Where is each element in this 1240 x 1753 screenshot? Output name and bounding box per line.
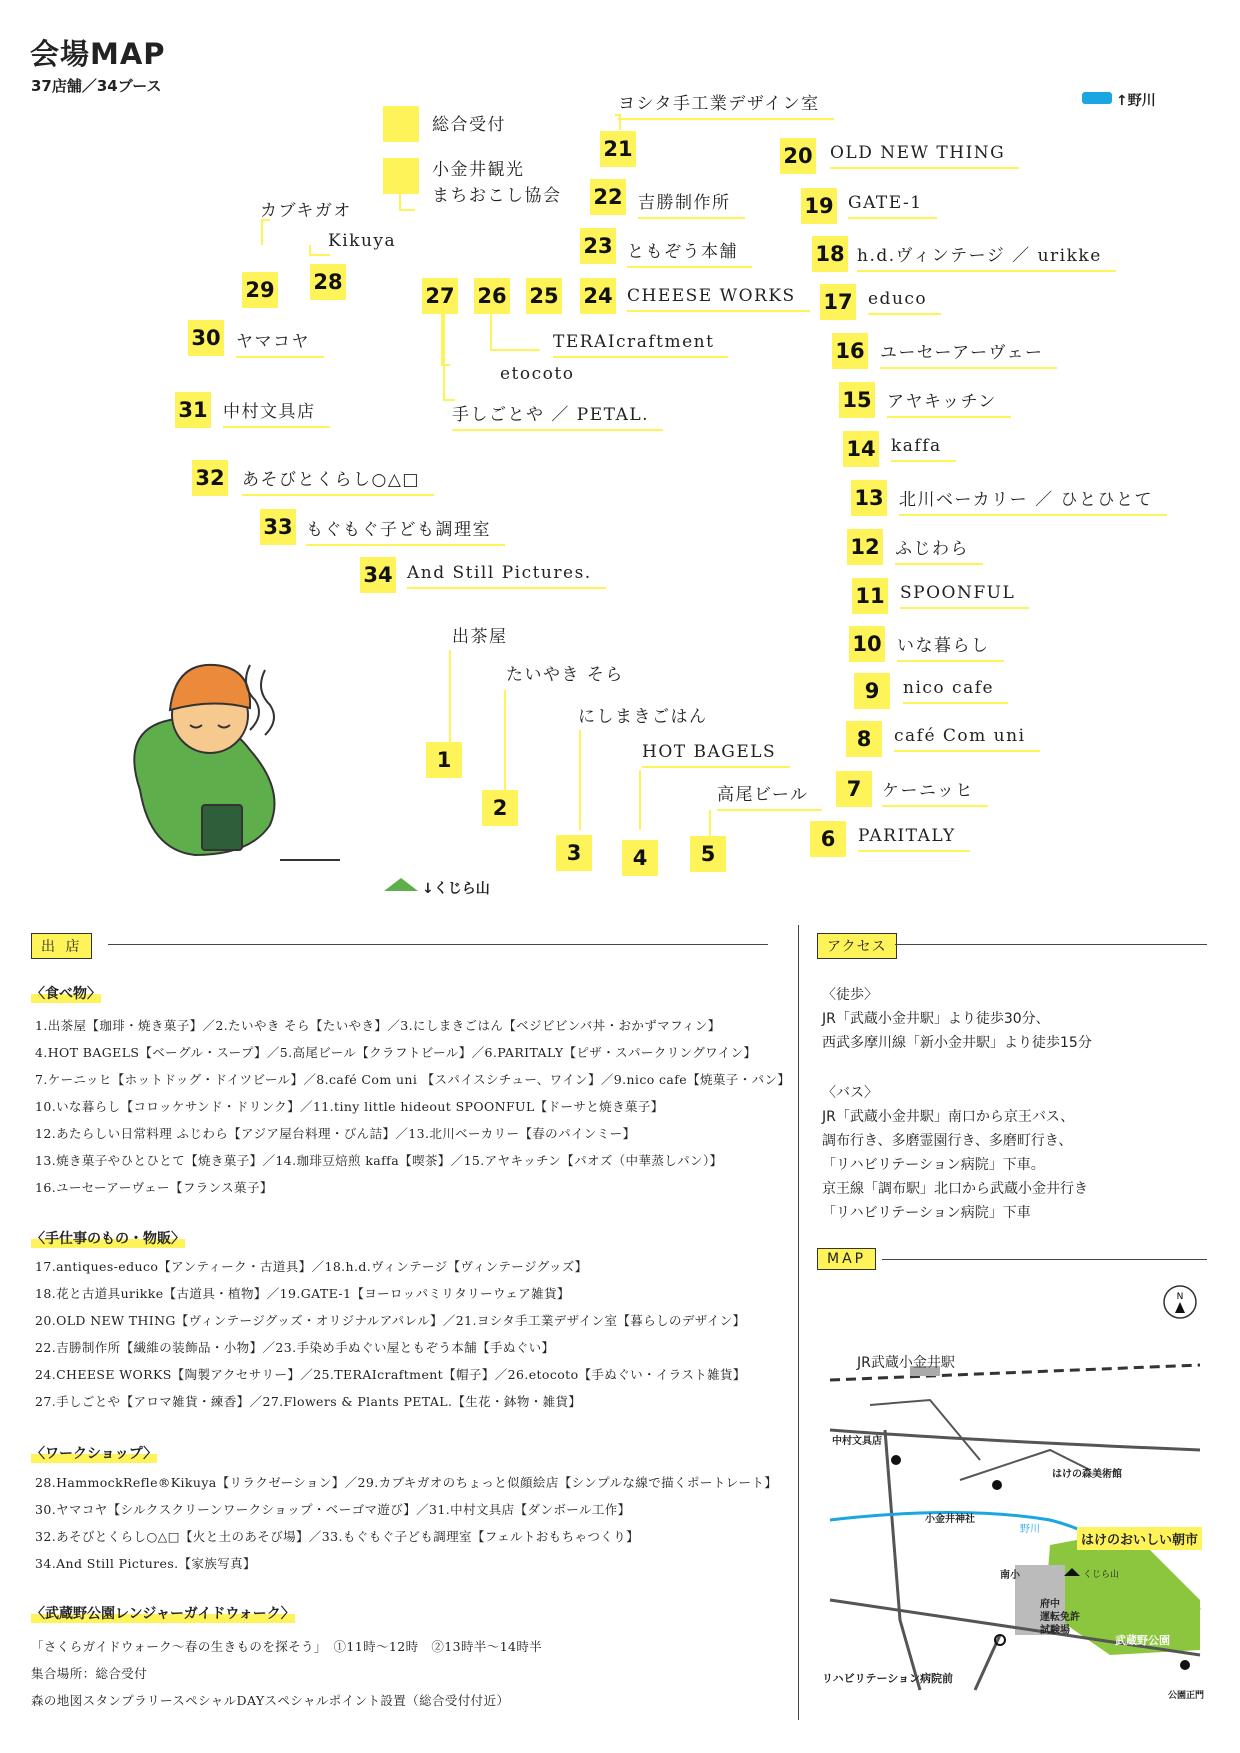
map-museum-label: はけの森美術館	[1052, 1469, 1122, 1480]
booth-label-4: HOT BAGELS	[642, 742, 790, 768]
shops-tag: 出 店	[31, 933, 92, 959]
booth-label-34: And Still Pictures.	[407, 563, 606, 589]
booth-label-6: PARITALY	[858, 826, 970, 852]
river-note: ↑野川	[1116, 93, 1156, 109]
booth-label-28: Kikuya	[328, 231, 397, 251]
booth-number-27: 27	[422, 278, 458, 314]
map-kujira-label: くじら山	[1083, 1570, 1120, 1580]
walk-line-1: JR「武蔵小金井駅」より徒歩30分、	[822, 1011, 1050, 1027]
booth-number-32: 32	[192, 460, 228, 496]
booth-label-31: 中村文具店	[223, 397, 330, 428]
booth-number-1: 1	[426, 742, 462, 778]
walk-line-2: 西武多摩川線「新小金井駅」より徒歩15分	[822, 1035, 1092, 1051]
booth-label-29: カブキガオ	[260, 201, 352, 221]
booth-number-4: 4	[622, 840, 658, 876]
guide-line-1: 「さくらガイドウォーク～春の生きものを探そう」 ①11時～12時 ②13時半～14時半	[31, 1639, 543, 1654]
page-title: 会場MAP	[30, 37, 166, 71]
booth-number-24: 24	[580, 278, 616, 314]
booth-number-20: 20	[780, 138, 816, 174]
map-rule	[882, 1259, 1207, 1260]
mascot-illustration	[100, 640, 340, 880]
booth-number-25: 25	[526, 278, 562, 314]
map-school-label: 南小	[1000, 1570, 1020, 1581]
food-line-6: 13.焼き菓子やひとひとて【焼き菓子】／14.珈琲豆焙煎 kaffa【喫茶】／15.アヤキッチン【パオズ（中華蒸しパン）】	[35, 1153, 723, 1168]
category-craft: 〈手仕事のもの・物販〉	[31, 1228, 185, 1248]
food-line-1: 1.出茶屋【珈琲・焼き菓子】／2.たいやき そら【たいやき】／3.にしまきごはん【ベジビビンバ丼・おかずマフィン】	[35, 1018, 721, 1033]
guide-line-2: 集合場所：総合受付	[31, 1666, 148, 1681]
booth-label-17: educo	[868, 289, 941, 315]
map-shrine-label: 小金井神社	[925, 1514, 975, 1525]
booth-label-25: TERAIcraftment	[553, 332, 728, 358]
booth-number-9: 9	[854, 673, 890, 709]
column-divider	[798, 925, 799, 1720]
booth-label-26: etocoto	[500, 364, 575, 384]
booth-number-7: 7	[836, 771, 872, 807]
category-food: 〈食べ物〉	[31, 983, 101, 1003]
mountain-icon	[384, 878, 418, 891]
booth-number-8: 8	[846, 721, 882, 757]
bus-heading: 〈バス〉	[822, 1085, 878, 1101]
booth-label-10: いな暮らし	[897, 631, 1004, 662]
bus-line-4: 京王線「調布駅」北口から武蔵小金井行き	[822, 1181, 1088, 1197]
ws-line-2: 30.ヤマコヤ【シルクスクリーンワークショップ・ベーゴマ遊び】／31.中村文具店【ダンボール工作】	[35, 1502, 631, 1517]
tourism-box	[383, 158, 419, 194]
booth-label-21: ヨシタ手工業デザイン室	[618, 89, 834, 120]
booth-label-22: 吉勝制作所	[638, 188, 745, 219]
booth-number-23: 23	[580, 228, 616, 264]
booth-label-11: SPOONFUL	[900, 583, 1029, 609]
booth-number-33: 33	[260, 509, 296, 545]
page-subtitle: 37店舗／34ブース	[31, 77, 162, 95]
booth-label-13: 北川ベーカリー ／ ひとひとて	[899, 485, 1167, 516]
food-line-3: 7.ケーニッヒ【ホットドッグ・ドイツビール】／8.café Com uni 【スパイスシチュー、ワイン】／9.nico cafe【焼菓子・パン】	[35, 1072, 791, 1087]
booth-number-28: 28	[310, 264, 346, 300]
booth-number-26: 26	[474, 278, 510, 314]
booth-number-29: 29	[242, 272, 278, 308]
ws-line-4: 34.And Still Pictures.【家族写真】	[35, 1556, 256, 1571]
booth-number-10: 10	[849, 626, 885, 662]
booth-number-2: 2	[482, 790, 518, 826]
booth-number-3: 3	[556, 835, 592, 871]
booth-number-12: 12	[847, 529, 883, 565]
booth-number-21: 21	[600, 131, 636, 167]
booth-label-12: ふじわら	[895, 534, 983, 565]
map-nakamura-label: 中村文具店	[832, 1436, 882, 1447]
booth-label-24: CHEESE WORKS	[627, 286, 810, 312]
booth-number-6: 6	[810, 821, 846, 857]
booth-label-15: アヤキッチン	[887, 387, 1011, 418]
booth-label-9: nico cafe	[903, 678, 1008, 704]
booth-label-23: ともぞう本舗	[627, 237, 752, 268]
reception-box	[383, 106, 419, 142]
booth-label-27: 手しごとや ／ PETAL.	[452, 400, 663, 431]
food-line-7: 16.ユーセーアーヴェー【フランス菓子】	[35, 1180, 273, 1195]
craft-line-6: 27.手しごとや【アロマ雑貨・練香】／27.Flowers & Plants PETAL.【生花・鉢物・雑貨】	[35, 1394, 582, 1409]
bus-line-2: 調布行き、多磨霊園行き、多磨町行き、	[822, 1133, 1073, 1149]
guide-line-3: 森の地図スタンプラリースペシャルDAYスペシャルポイント設置（総合受付付近）	[31, 1693, 510, 1708]
food-line-4: 10.いな暮らし【コロッケサンド・ドリンク】／11.tiny little hideout SPOONFUL【ドーサと焼き菓子】	[35, 1099, 664, 1114]
map-license-label-2: 運転免許	[1040, 1612, 1080, 1623]
ws-line-1: 28.HammockRefle®Kikuya【リラクゼーション】／29.カブキガオのちょっと似顔絵店【シンプルな線で描くポートレート】	[35, 1475, 778, 1490]
access-rule	[895, 944, 1207, 945]
booth-number-34: 34	[360, 557, 396, 593]
booth-label-3: にしまきごはん	[578, 707, 708, 727]
map-event-label: はけのおいしい朝市	[1077, 1527, 1202, 1550]
bus-line-1: JR「武蔵小金井駅」南口から京王バス、	[822, 1109, 1075, 1125]
map-park-label: 武蔵野公園	[1115, 1634, 1170, 1647]
tourism-label-1: 小金井観光	[432, 160, 525, 180]
category-workshop: 〈ワークショップ〉	[31, 1443, 157, 1463]
booth-label-2: たいやき そら	[506, 665, 624, 685]
food-line-2: 4.HOT BAGELS【ベーグル・スープ】／5.高尾ビール【クラフトビール】／6.PARITALY【ピザ・スパークリングワイン】	[35, 1045, 757, 1060]
craft-line-1: 17.antiques-educo【アンティーク・古道具】／18.h.d.ヴィンテージ【ヴィンテージグッズ】	[35, 1259, 588, 1274]
booth-label-20: OLD NEW THING	[830, 143, 1019, 169]
booth-number-18: 18	[812, 236, 848, 272]
booth-label-1: 出茶屋	[452, 627, 508, 647]
craft-line-2: 18.花と古道具urikke【古道具・植物】／19.GATE-1【ヨーロッパミリタリーウェア雑貨】	[35, 1286, 570, 1301]
booth-number-5: 5	[690, 836, 726, 872]
booth-number-31: 31	[175, 392, 211, 428]
booth-number-13: 13	[851, 480, 887, 516]
booth-number-15: 15	[839, 382, 875, 418]
mountain-note: ↓くじら山	[422, 881, 490, 897]
booth-label-16: ユーセーアーヴェー	[880, 338, 1057, 369]
booth-label-19: GATE-1	[848, 193, 937, 219]
booth-label-8: café Com uni	[894, 726, 1040, 752]
booth-label-18: h.d.ヴィンテージ ／ urikke	[857, 241, 1116, 272]
booth-label-33: もぐもぐ子ども調理室	[306, 515, 505, 546]
walk-heading: 〈徒歩〉	[822, 987, 878, 1003]
craft-line-5: 24.CHEESE WORKS【陶製アクセサリー】／25.TERAIcraftment【帽子】／26.etocoto【手ぬぐい・イラスト雑貨】	[35, 1367, 746, 1382]
booth-label-14: kaffa	[891, 436, 956, 462]
booth-label-5: 高尾ビール	[717, 780, 822, 811]
booth-number-22: 22	[590, 179, 626, 215]
map-tag: MAP	[817, 1248, 876, 1270]
booth-label-7: ケーニッヒ	[882, 776, 988, 807]
booth-number-19: 19	[801, 188, 837, 224]
craft-line-4: 22.吉勝制作所【繊維の装飾品・小物】／23.手染め手ぬぐい屋ともぞう本舗【手ぬぐい】	[35, 1340, 555, 1355]
craft-line-3: 20.OLD NEW THING【ヴィンテージグッズ・オリジナルアパレル】／21.ヨシタ手工業デザイン室【暮らしのデザイン】	[35, 1313, 746, 1328]
map-license-label-1: 府中	[1040, 1599, 1060, 1610]
ws-line-3: 32.あそびとくらし○△□【火と土のあそび場】／33.もぐもぐ子ども調理室【フェルトおもちゃつくり】	[35, 1529, 639, 1544]
map-gate-label: 公園正門	[1168, 1691, 1205, 1701]
booth-label-32: あそびとくらし○△□	[242, 465, 434, 496]
reception-label: 総合受付	[432, 115, 506, 135]
map-license-label-3: 試験場	[1040, 1625, 1070, 1636]
booth-number-16: 16	[832, 333, 868, 369]
booth-number-11: 11	[852, 578, 888, 614]
category-guide: 〈武蔵野公園レンジャーガイドウォーク〉	[31, 1603, 295, 1623]
map-station-label: JR武蔵小金井駅	[857, 1355, 955, 1371]
booth-number-17: 17	[820, 284, 856, 320]
booth-number-14: 14	[843, 431, 879, 467]
bus-line-5: 「リハビリテーション病院」下車	[822, 1205, 1031, 1221]
map-river-label: 野川	[1020, 1524, 1040, 1535]
booth-label-30: ヤマコヤ	[236, 327, 324, 358]
booth-number-30: 30	[188, 320, 224, 356]
north-letter: N	[1176, 1292, 1184, 1302]
tourism-label-2: まちおこし協会	[432, 186, 562, 206]
shops-rule	[108, 944, 768, 945]
map-hospital-label: リハビリテーション病院前	[822, 1672, 954, 1685]
food-line-5: 12.あたらしい日常料理 ふじわら【アジア屋台料理・びん詰】／13.北川ベーカリー【春のパインミー】	[35, 1126, 636, 1141]
bus-line-3: 「リハビリテーション病院」下車。	[822, 1157, 1045, 1173]
access-tag: アクセス	[817, 933, 897, 959]
